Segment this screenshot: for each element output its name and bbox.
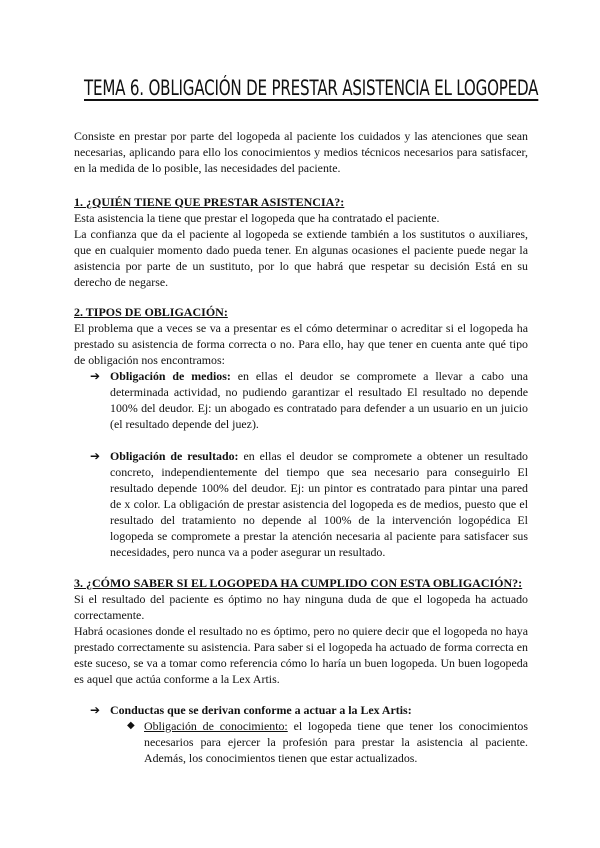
term-definition: en ellas el deudor se compromete a obtener un resultado concreto, independientemente del tiempo que sea necesario para conseguirlo El resultado depende 100% del deudor. Ej: un pintor es contratado para pintar una pared de x color. La obligación de prestar asistencia del logopeda es de medios, puesto que el resultado del tratamiento no depende al 100% de la intervención logopédica El logopeda se compromete a prestar la atención necesaria al paciente para satisfacer sus necesidades, pero nunca va a poder asegurar un resultado. bbox=[110, 449, 528, 559]
page-title: TEMA 6. OBLIGACIÓN DE PRESTAR ASISTENCIA EL LOGOPEDA bbox=[83, 76, 539, 100]
list-item-text bbox=[110, 368, 528, 432]
list-item-obligacion-resultado bbox=[90, 448, 528, 560]
conduct-heading: Conductas que se derivan conforme a actuar a la Lex Artis: bbox=[110, 703, 412, 717]
term-label: Obligación de resultado: bbox=[110, 449, 239, 463]
list-item-obligacion-medios bbox=[90, 368, 528, 432]
diamond-bullet-icon: ◆ bbox=[127, 720, 135, 731]
section-2-body bbox=[74, 320, 528, 368]
arrow-icon: ➔ bbox=[90, 703, 100, 717]
arrow-icon: ➔ bbox=[90, 369, 100, 383]
section-2-heading: 2. TIPOS DE OBLIGACIÓN: bbox=[74, 305, 228, 319]
section-1-heading: 1. ¿QUIÉN TIENE QUE PRESTAR ASISTENCIA?: bbox=[74, 195, 345, 209]
section-1-body bbox=[74, 210, 528, 290]
list-item-text bbox=[110, 448, 528, 560]
intro-paragraph bbox=[74, 128, 528, 176]
section-3-paragraph-2: Habrá ocasiones donde el resultado no es óptimo, pero no quiere decir que el logopeda no haya prestado correctamente su asistencia. Para saber si el logopeda ha actuado de forma correcta en este suceso, se va a tomar como referencia cómo lo haría un buen logopeda. Un buen logopeda es aquel que actúa conforme a la Lex Artis. bbox=[74, 624, 528, 686]
term-label: Obligación de conocimiento: bbox=[144, 719, 288, 733]
term-definition: el logopeda tiene que tener los conocimientos necesarios para ejercer la profesión para prestar la asistencia al paciente. Además, los conocimientos tienen que estar actualizados. bbox=[144, 719, 528, 765]
section-1-paragraph-2: La confianza que da el paciente al logopeda se extiende también a los sustitutos o auxiliares, que en cualquier momento dado pueda tener. En algunas ocasiones el paciente puede negar la asistencia por parte de un sustituto, por lo que habrá que respetar su decisión Está en su derecho de negarse. bbox=[74, 227, 528, 289]
arrow-icon: ➔ bbox=[90, 449, 100, 463]
section-2-paragraph-1: El problema que a veces se va a presentar es el cómo determinar o acreditar si el logopeda ha prestado su asistencia de forma correcta o no. Para ello, hay que tener en cuenta ante qué tipo de obligación nos encontramos: bbox=[74, 321, 528, 367]
sublist-item-conocimiento bbox=[127, 718, 528, 766]
list-item-conductas bbox=[90, 702, 528, 718]
intro-text: Consiste en prestar por parte del logopeda al paciente los cuidados y las atenciones que sean necesarias, aplicando para ello los conocimientos y medios técnicos necesarios para satisfacer, en la medida de lo posible, las necesidades del paciente. bbox=[74, 129, 528, 175]
list-item-text bbox=[110, 702, 528, 718]
term-definition: en ellas el deudor se compromete a llevar a cabo una determinada actividad, no pudiendo garantizar el resultado El resultado no depende 100% del deudor. Ej: un abogado es contratado para defender a un usuario en un juicio (el resultado depende del juez). bbox=[110, 369, 529, 431]
section-3-body bbox=[74, 591, 528, 687]
sublist-item-text bbox=[144, 718, 528, 766]
term-label: Obligación de medios: bbox=[110, 369, 231, 383]
section-3-paragraph-1: Si el resultado del paciente es óptimo no hay ninguna duda de que el logopeda ha actuado correctamente. bbox=[74, 592, 528, 622]
section-1-paragraph-1: Esta asistencia la tiene que prestar el logopeda que ha contratado el paciente. bbox=[74, 211, 440, 225]
section-3-heading: 3. ¿CÓMO SABER SI EL LOGOPEDA HA CUMPLIDO CON ESTA OBLIGACIÓN?: bbox=[74, 576, 523, 590]
